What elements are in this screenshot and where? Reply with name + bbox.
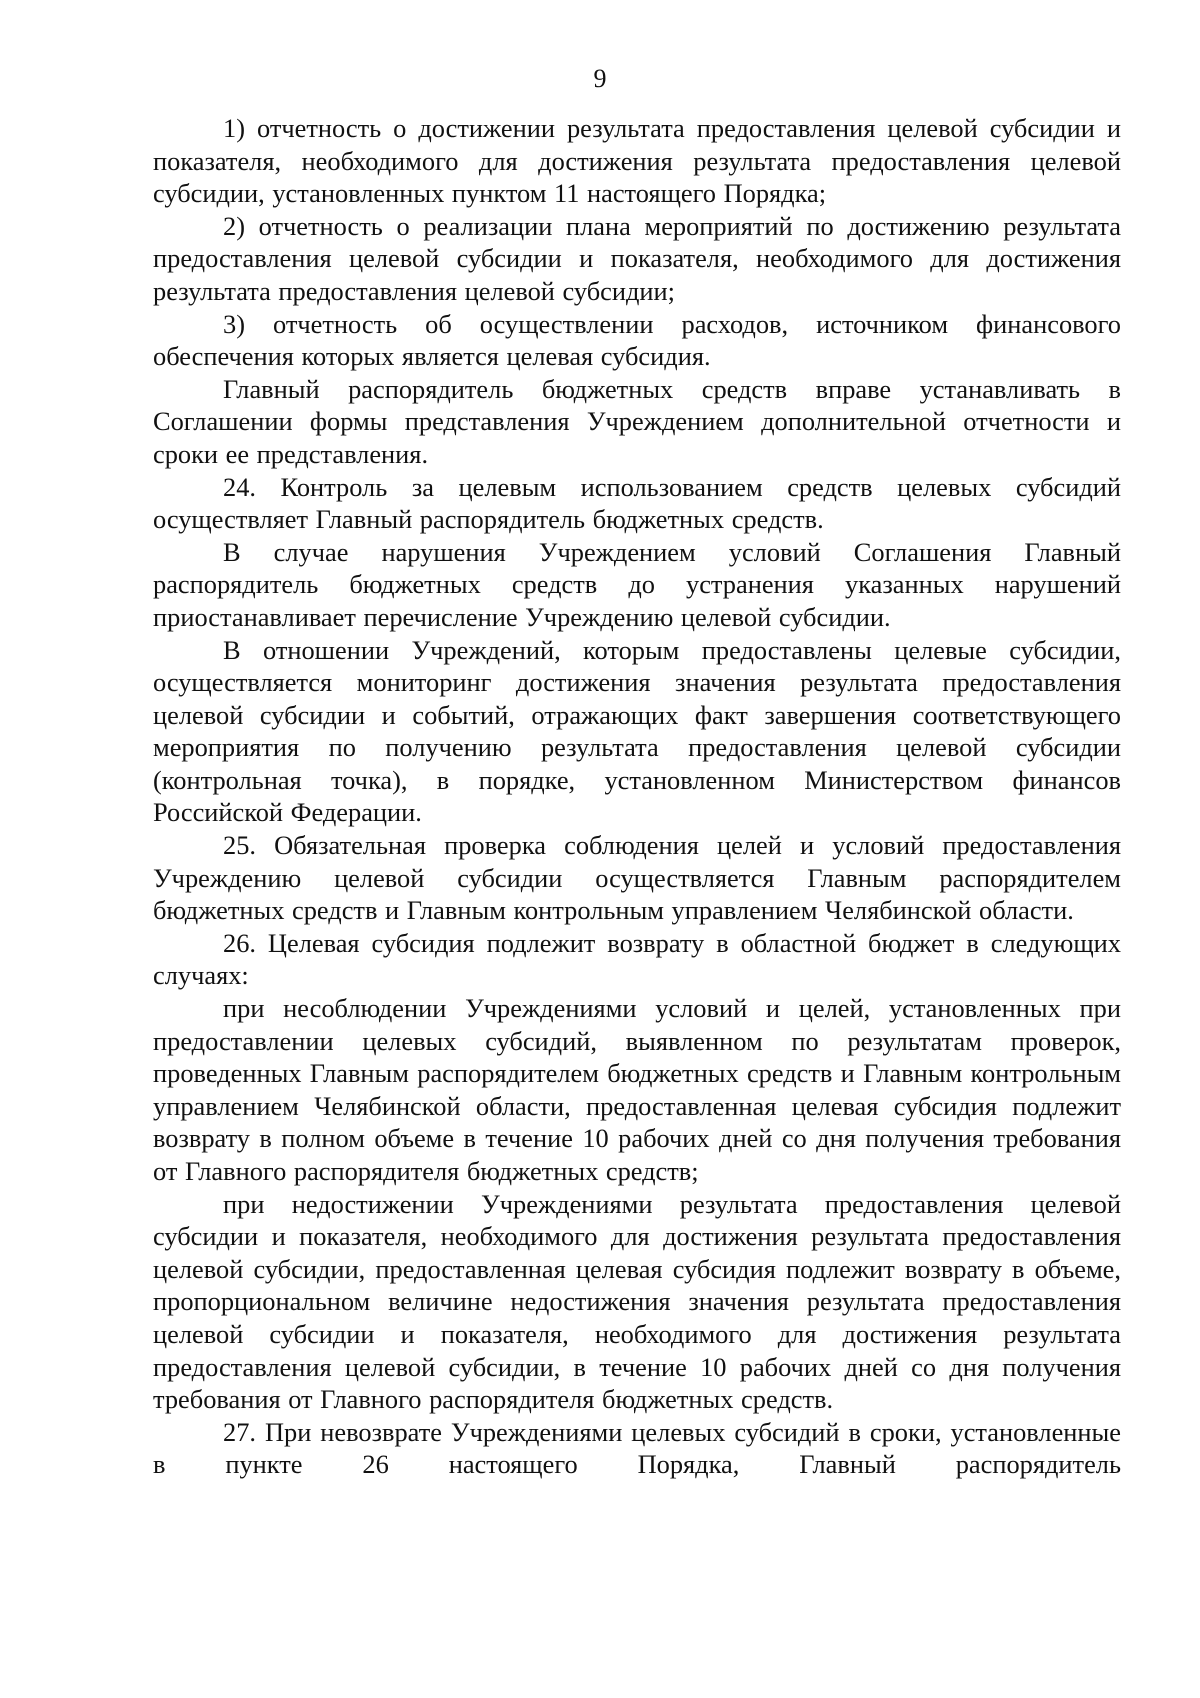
paragraph-clause-24: 24. Контроль за целевым использованием средств целевых субсидий осуществляет Главный распорядитель бюджетных средств. xyxy=(153,471,1121,535)
paragraph-additional-reporting: Главный распорядитель бюджетных средств вправе устанавливать в Соглашении формы представления Учреждением дополнительной отчетности и сроки ее представления. xyxy=(153,373,1121,469)
paragraph-violation: В случае нарушения Учреждением условий Соглашения Главный распорядитель бюджетных средств до устранения указанных нарушений приостанавливает перечисление Учреждению целевой субсидии. xyxy=(153,536,1121,632)
paragraph-reporting-plan: 2) отчетность о реализации плана мероприятий по достижению результата предоставления целевой субсидии и показателя, необходимого для достижения результата предоставления целевой субсидии; xyxy=(153,210,1121,306)
paragraph-clause-26: 26. Целевая субсидия подлежит возврату в областной бюджет в следующих случаях: xyxy=(153,927,1121,991)
paragraph-reporting-results: 1) отчетность о достижении результата предоставления целевой субсидии и показателя, необходимого для достижения результата предоставления целевой субсидии, установленных пунктом 11 настоящего Порядка; xyxy=(153,113,1121,209)
paragraph-nonachievement: при недостижении Учреждениями результата предоставления целевой субсидии и показателя, необходимого для достижения результата предоставления целевой субсидии, предоставленная целевая субсидия подлежит возврату в объеме, пропорциональном величине недостижения значения результата предоставления целевой субсидии и показателя, необходимого для достижения результата предоставления целевой субсидии, в течение 10 рабочих дней со дня получения требования от Главного распорядителя бюджетных средств. xyxy=(153,1188,1121,1415)
paragraph-reporting-expenses: 3) отчетность об осуществлении расходов, источником финансового обеспечения которых является целевая субсидия. xyxy=(153,308,1121,372)
page-number: 9 xyxy=(593,64,607,93)
document-body xyxy=(153,112,1121,1481)
paragraph-clause-25: 25. Обязательная проверка соблюдения целей и условий предоставления Учреждению целевой субсидии осуществляется Главным распорядителем бюджетных средств и Главным контрольным управлением Челябинской области. xyxy=(153,830,1121,926)
paragraph-noncompliance: при несоблюдении Учреждениями условий и целей, установленных при предоставлении целевых субсидий, выявленном по результатам проверок, проведенных Главным распорядителем бюджетных средств и Главным контрольным управлением Челябинской области, предоставленная целевая субсидия подлежит возврату в полном объеме в течение 10 рабочих дней со дня получения требования от Главного распорядителя бюджетных средств; xyxy=(153,993,1121,1186)
paragraph-clause-27: 27. При невозврате Учреждениями целевых субсидий в сроки, установленные в пункте 26 настоящего Порядка, Главный распорядитель xyxy=(153,1416,1121,1480)
paragraph-monitoring: В отношении Учреждений, которым предоставлены целевые субсидии, осуществляется мониторинг достижения значения результата предоставления целевой субсидии и событий, отражающих факт завершения соответствующего мероприятия по получению результата предоставления целевой субсидии (контрольная точка), в порядке, установленном Министерством финансов Российской Федерации. xyxy=(153,634,1121,828)
